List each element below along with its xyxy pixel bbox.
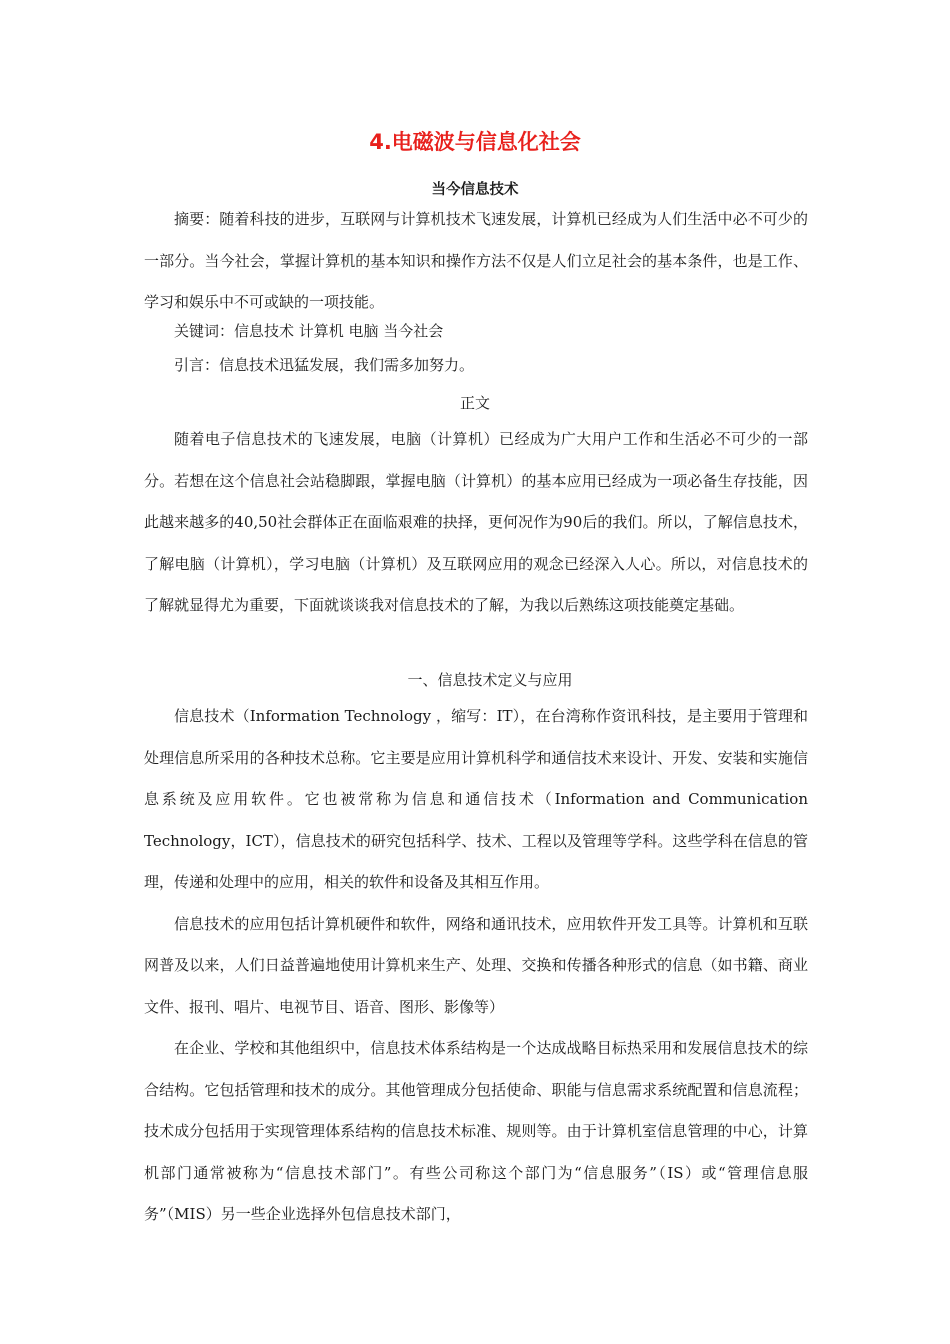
section1-block (144, 696, 808, 1236)
body-heading: 正文 (459, 394, 490, 412)
body-block (144, 419, 808, 627)
document-title: 4.电磁波与信息化社会 (369, 130, 581, 154)
document-subtitle: 当今信息技术 (431, 182, 519, 198)
intro-line: 引言：信息技术迅猛发展，我们需多加努力。 (174, 356, 475, 374)
abstract-paragraph: 摘要：随着科技的进步，互联网与计算机技术飞速发展，计算机已经成为人们生活中必不可少的一部分。当今社会，掌握计算机的基本知识和操作方法不仅是人们立足社会的基本条件，也是工作、学习和娱乐中不可或缺的一项技能。 (144, 210, 808, 311)
section1-paragraph-2: 信息技术的应用包括计算机硬件和软件，网络和通讯技术，应用软件开发工具等。计算机和互联网普及以来，人们日益普遍地使用计算机来生产、处理、交换和传播各种形式的信息（如书籍、商业文件、报刊、唱片、电视节目、语音、图形、影像等） (144, 914, 808, 1016)
section1-paragraph-3: 在企业、学校和其他组织中，信息技术体系结构是一个达成战略目标热采用和发展信息技术的综合结构。它包括管理和技术的成分。其他管理成分包括使命、职能与信息需求系统配置和信息流程；技术成分包括用于实现管理体系结构的信息技术标准、规则等。由于计算机室信息管理的中心，计算机部门通常被称为“信息技术部门”。有些公司称这个部门为“信息服务”（IS）或“管理信息服务”（MIS）另一些企业选择外包信息技术部门， (144, 1039, 808, 1223)
body-paragraph: 随着电子信息技术的飞速发展，电脑（计算机）已经成为广大用户工作和生活必不可少的一部分。若想在这个信息社会站稳脚跟，掌握电脑（计算机）的基本应用已经成为一项必备生存技能，因此越来越多的40,50社会群体正在面临艰难的抉择，更何况作为90后的我们。所以，了解信息技术，了解电脑（计算机），学习电脑（计算机）及互联网应用的观念已经深入人心。所以，对信息技术的了解就显得尤为重要，下面就谈谈我对信息技术的了解，为我以后熟练这项技能奠定基础。 (144, 430, 808, 614)
section1-heading: 一、信息技术定义与应用 (407, 671, 573, 689)
abstract-block (144, 199, 808, 324)
section1-paragraph-1: 信息技术（Information Technology ，缩写：IT），在台湾称作资讯科技，是主要用于管理和处理信息所采用的各种技术总称。它主要是应用计算机科学和通信技术来设计、开发、安装和实施信息系统及应用软件。它也被常称为信息和通信技术（Information and Communication Technology，ICT），信息技术的研究包括科学、技术、工程以及管理等学科。这些学科在信息的管理，传递和处理中的应用，相关的软件和设备及其相互作用。 (144, 707, 808, 891)
keywords-line: 关键词：信息技术 计算机 电脑 当今社会 (174, 322, 444, 340)
